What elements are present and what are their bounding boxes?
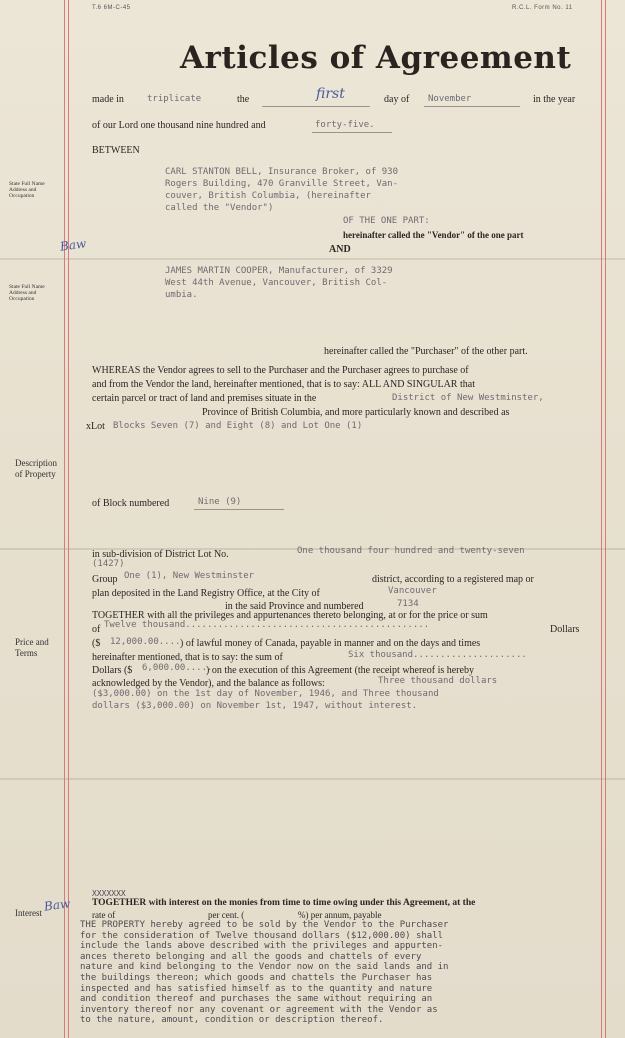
lot-value: Blocks Seven (7) and Eight (8) and Lot One (1) [113, 421, 363, 431]
margin-label-purchaser: State Full Name Address and Occupation [9, 284, 45, 302]
dollars-label: Dollars [550, 624, 580, 635]
made-in-label: made in [92, 94, 124, 105]
margin-label-description: Description of Property [15, 458, 57, 479]
margin-label-interest: Interest [15, 908, 42, 918]
one-part-printed: hereinafter called the "Vendor" of the one part [343, 230, 524, 240]
purchaser-block: JAMES MARTIN COOPER, Manufacturer, of 3329 West 44th Avenue, Vancouver, British Col- umbia. [165, 266, 393, 300]
ack-line: acknowledged by the Vendor), and the balance as follows: [92, 678, 325, 689]
province-line: in the said Province and numbered [225, 601, 364, 612]
day-value: first [316, 86, 345, 102]
margin-rule [64, 0, 65, 1038]
dollars2-value: 6,000.00..... [142, 663, 213, 673]
margin-rule [68, 0, 69, 1038]
margin-label-vendor: State Full Name Address and Occupation [9, 181, 45, 199]
initials-signature-2: Baw [43, 896, 72, 914]
year-value: forty-five. [315, 120, 375, 130]
margin-rule [605, 0, 606, 1038]
execution-line: ) on the execution of this Agreement (the receipt whereof is hereby [206, 665, 474, 676]
whereas-line-2: and from the Vendor the land, hereinafter mentioned, that is to say: ALL AND SINGULAR that [92, 379, 475, 390]
together-line: TOGETHER with all the privileges and appurtenances thereto belonging, at or for the price or sum [92, 610, 488, 621]
sum-value: Six thousand..................... [348, 650, 527, 660]
block-label: of Block numbered [92, 498, 170, 509]
balance-lines: ($3,000.00) on the 1st day of November, 1946, and Three thousand dollars ($3,000.00) on November 1st, 1947, without interest. [92, 689, 439, 711]
subdivision-label: in sub-division of District Lot No. [92, 549, 229, 560]
day-of-label: day of [384, 94, 410, 105]
lawful-line: ) of lawful money of Canada, payable in manner and on the days and times [180, 638, 481, 649]
city-value: Vancouver [388, 586, 437, 596]
hereinafter-line: hereinafter mentioned, that is to say: the sum of [92, 652, 283, 663]
dollars2-prefix: Dollars ($ [92, 665, 133, 676]
interest-line-1: TOGETHER with interest on the monies from time to time owing under this Agreement, at the [92, 898, 476, 908]
of-label: of [92, 624, 101, 635]
lord-line: of our Lord one thousand nine hundred and [92, 120, 266, 131]
whereas-line-1: WHEREAS the Vendor agrees to sell to the Purchaser and the Purchaser agrees to purchase of [92, 365, 469, 376]
document-title: Articles of Agreement [180, 40, 572, 76]
price-words: Twelve thousand............................................. [104, 620, 430, 630]
interest-rate-label: rate of [92, 910, 116, 920]
subdivision-value-2: (1427) [92, 559, 125, 569]
margin-rule [601, 0, 602, 1038]
figure-prefix: ($ [92, 638, 101, 649]
the-label: the [237, 94, 250, 105]
whereas-line-4: Province of British Columbia, and more particularly known and described as [202, 407, 510, 418]
whereas-line-3: certain parcel or tract of land and premises situate in the [92, 393, 317, 404]
crossed-text: XXXXXXX [92, 889, 126, 898]
plan-number: 7134 [397, 599, 419, 609]
block-value: Nine (9) [198, 497, 242, 507]
district-text: district, according to a registered map or [372, 574, 534, 585]
one-part-typed: OF THE ONE PART: [343, 216, 430, 226]
subdivision-value: One thousand four hundred and twenty-seven [297, 546, 525, 556]
plan-line: plan deposited in the Land Registry Office, at the City of [92, 588, 320, 599]
month-value: November [428, 94, 472, 104]
group-label: Group [92, 574, 118, 585]
and-label: AND [329, 244, 351, 255]
interest-percent-label: per cent. ( [208, 910, 245, 920]
group-value: One (1), New Westminster [124, 571, 255, 581]
price-figure: 12,000.00.... [110, 637, 181, 647]
form-code-left: T.6 6M-C-45 [92, 5, 131, 11]
property-clause: THE PROPERTY hereby agreed to be sold by the Vendor to the Purchaser for the consideration of Twelve thousand dollars ($12,000.00) shall include the lands above described with the privileges and appurten- ances thereto belonging and all the goods and chattels of every nature and kind belonging to the Vendor now on the said lands and in the buildings thereon; which goods and chattels the Purchaser has inspected and has satisfied himself as to the quantity and nature and condition thereof and purchases the same without requiring an inventory thereof nor any covenant or agreement with the Vendor as to the nature, amount, condition or description thereof. [80, 920, 449, 1026]
lot-prefix: xLot [86, 421, 105, 432]
vendor-block: CARL STANTON BELL, Insurance Broker, of 930 Rogers Building, 470 Granville Street, Van- couver, British Columbia, (hereinafter called the "Vendor") [165, 167, 398, 213]
form-code-right: R.C.L. Form No. 11 [512, 5, 573, 11]
district-value: District of New Westminster, [392, 393, 544, 403]
interest-payable-label: %) per annum, payable [298, 910, 382, 920]
between-label: BETWEEN [92, 145, 140, 156]
fold-crease [0, 258, 625, 260]
fold-crease [0, 778, 625, 780]
purchaser-other-part: hereinafter called the "Purchaser" of the other part. [324, 346, 528, 357]
margin-label-price: Price and Terms [15, 637, 49, 658]
in-the-year-label: in the year [533, 94, 576, 105]
initials-signature: Baw [59, 236, 88, 254]
balance-value: Three thousand dollars [378, 676, 498, 686]
made-in-value: triplicate [147, 94, 202, 104]
